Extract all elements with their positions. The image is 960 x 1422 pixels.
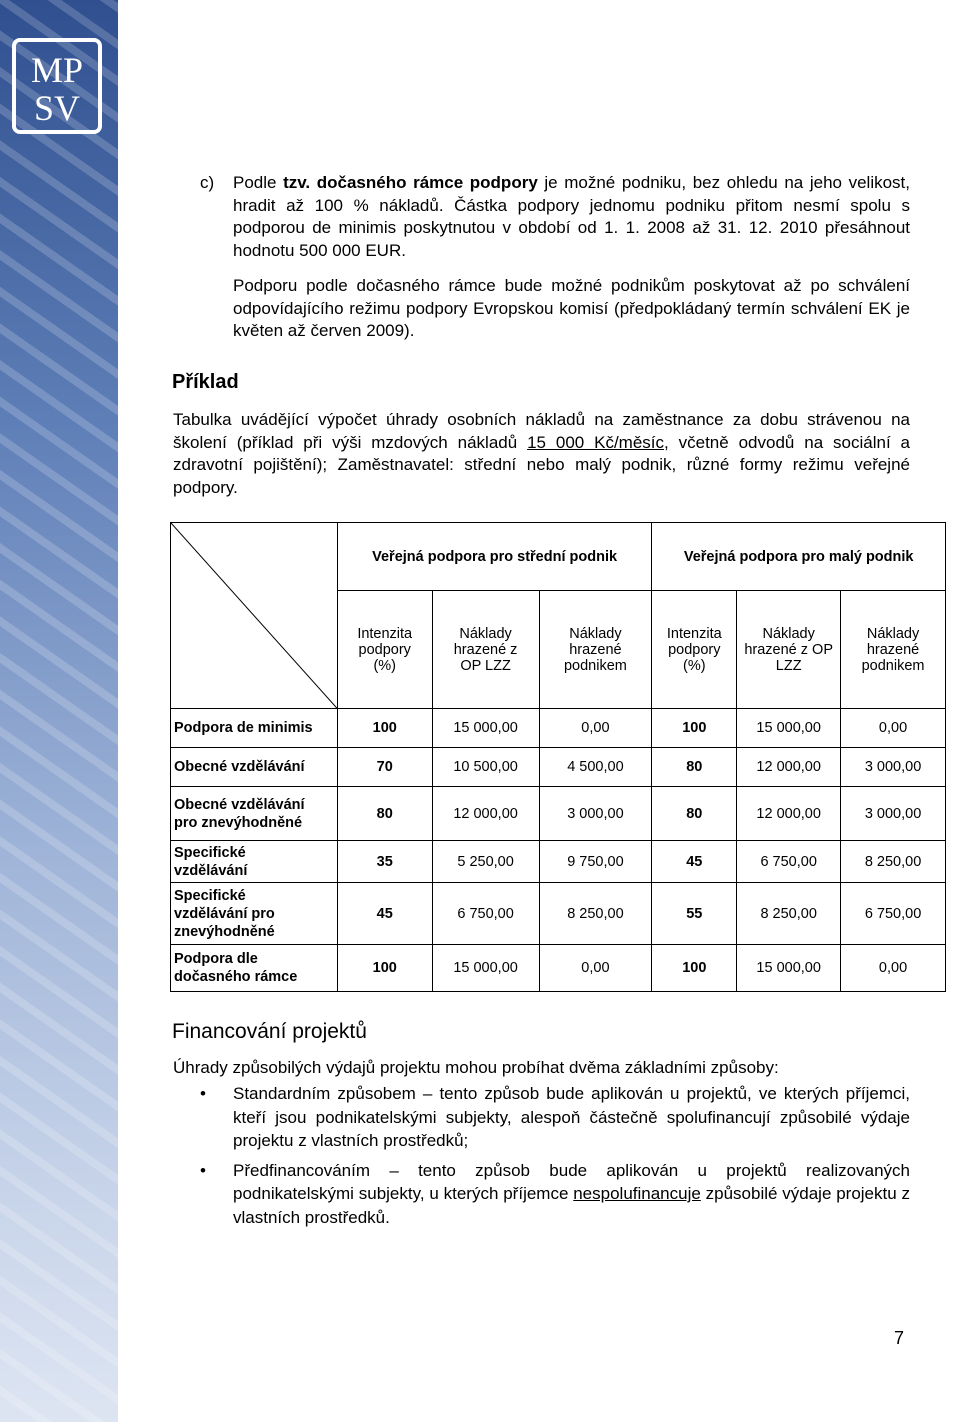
page-number: 7 [894, 1328, 905, 1348]
table-row [171, 787, 946, 841]
sidebar-pattern [0, 0, 118, 1422]
cell: 100 [337, 709, 432, 748]
logo-line2: SV [33, 88, 81, 128]
example-text-underlined: 15 000 Kč/měsíc [527, 432, 665, 452]
col-header: Náklady hrazené podnikem [539, 591, 652, 709]
row-label: Obecné vzdělávání [171, 748, 338, 787]
list-item-underlined: nespolufinancuje [573, 1184, 701, 1203]
cell: 6 750,00 [841, 883, 946, 945]
col-header: Náklady hrazené podnikem [841, 591, 946, 709]
row-label: Podpora de minimis [171, 709, 338, 748]
group-header-medium: Veřejná podpora pro střední podnik [337, 523, 652, 591]
list-item-text: Předfinancováním – tento způsob bude aplikován u projektů realizovaných podnikatelskými subjekty, u kterých příjemce [233, 1160, 910, 1203]
cell: 0,00 [539, 709, 652, 748]
table-row [171, 883, 946, 945]
cell: 45 [652, 841, 737, 883]
bullet-icon: • [200, 1160, 206, 1180]
item-c-text-bold: tzv. dočasného rámce podpory [283, 173, 538, 192]
financing-intro: Úhrady způsobilých výdajů projektu mohou probíhat dvěma základními způsoby: [173, 1058, 779, 1077]
cell: 100 [652, 945, 737, 992]
col-header: Intenzita podpory (%) [337, 591, 432, 709]
item-c-text-2: je možné podniku, bez ohledu na jeho velikost, hradit až 100 % nákladů. Částka podpory jednomu podniku přitom nesmí spolu s podporou de minimis poskytnutou v období od 1. 1. 2008 až 31. 12. 2010 přesáhnout hodnotu 500 000 EUR. [233, 173, 911, 260]
cell: 0,00 [841, 709, 946, 748]
cell: 15 000,00 [432, 709, 539, 748]
row-label: Podpora dle dočasného rámce [171, 945, 338, 992]
cell: 55 [652, 883, 737, 945]
financing-heading: Financování projektů [172, 1020, 367, 1043]
cell: 3 000,00 [841, 787, 946, 841]
list-item [170, 1082, 910, 1153]
financing-list [170, 1082, 910, 1235]
table-row [171, 945, 946, 992]
sidebar-decoration [0, 0, 118, 1422]
item-c-paragraph-2: Podporu podle dočasného rámce bude možné podnikům poskytovat až po schválení odpovídajícího režimu podpory Evropskou komisí (předpokládaný termín schválení EK je květen až červen 2009). [233, 276, 910, 340]
example-text-a: Tabulka uvádějící výpočet úhrady osobních nákladů na zaměstnance za dobu strávenou na školení (příklad při výši mzdových nákladů [173, 410, 910, 452]
example-paragraph [173, 409, 910, 499]
cell: 3 000,00 [539, 787, 652, 841]
cell: 8 250,00 [737, 883, 841, 945]
cell: 5 250,00 [432, 841, 539, 883]
support-table [170, 522, 946, 992]
cell: 15 000,00 [432, 945, 539, 992]
example-text-b: , včetně odvodů na sociální a zdravotní pojištění); Zaměstnavatel: střední nebo malý podnik, různé formy režimu veřejné podpory. [173, 432, 910, 497]
row-label: Obecné vzdělávání pro znevýhodněné [171, 787, 338, 841]
cell: 8 250,00 [841, 841, 946, 883]
cell: 100 [652, 709, 737, 748]
item-c-paragraph [233, 172, 910, 262]
cell: 45 [337, 883, 432, 945]
cell: 80 [652, 748, 737, 787]
bullet-icon: • [200, 1084, 206, 1103]
cell: 8 250,00 [539, 883, 652, 945]
group-header-small: Veřejná podpora pro malý podnik [652, 523, 946, 591]
cell: 12 000,00 [432, 787, 539, 841]
cell: 4 500,00 [539, 748, 652, 787]
item-c-text-1: Podle [233, 173, 284, 192]
cell: 15 000,00 [737, 945, 841, 992]
table-row [171, 748, 946, 787]
cell: 80 [652, 787, 737, 841]
item-marker: c) [200, 173, 215, 192]
cell: 9 750,00 [539, 841, 652, 883]
cell: 12 000,00 [737, 787, 841, 841]
cell: 12 000,00 [737, 748, 841, 787]
table-corner-cell [171, 523, 338, 709]
cell: 70 [337, 748, 432, 787]
cell: 80 [337, 787, 432, 841]
col-header: Náklady hrazené z OP LZZ [737, 591, 841, 709]
cell: 10 500,00 [432, 748, 539, 787]
table-row [171, 841, 946, 883]
logo-line1: MP [30, 50, 84, 90]
cell: 6 750,00 [737, 841, 841, 883]
list-item-text: způsobilé výdaje projektu z vlastních prostředků. [233, 1184, 910, 1227]
col-header: Intenzita podpory (%) [652, 591, 737, 709]
cell: 100 [337, 945, 432, 992]
cell: 3 000,00 [841, 748, 946, 787]
col-header: Náklady hrazené z OP LZZ [432, 591, 539, 709]
list-item-text: Standardním způsobem – tento způsob bude aplikován u projektů, ve kterých příjemci, kteří jsou podnikatelskými subjekty, alespoň částečně spolufinancují způsobilé výdaje projektu z vlastních prostředků; [233, 1084, 910, 1150]
example-heading: Příklad [172, 371, 239, 393]
cell: 0,00 [539, 945, 652, 992]
cell: 0,00 [841, 945, 946, 992]
cell: 15 000,00 [737, 709, 841, 748]
list-item [170, 1159, 910, 1230]
cell: 35 [337, 841, 432, 883]
table-row [171, 709, 946, 748]
mpsv-logo [12, 38, 102, 134]
cell: 6 750,00 [432, 883, 539, 945]
row-label: Specifické vzdělávání pro znevýhodněné [171, 883, 338, 945]
row-label: Specifické vzdělávání [171, 841, 338, 883]
diagonal-line [171, 523, 337, 708]
